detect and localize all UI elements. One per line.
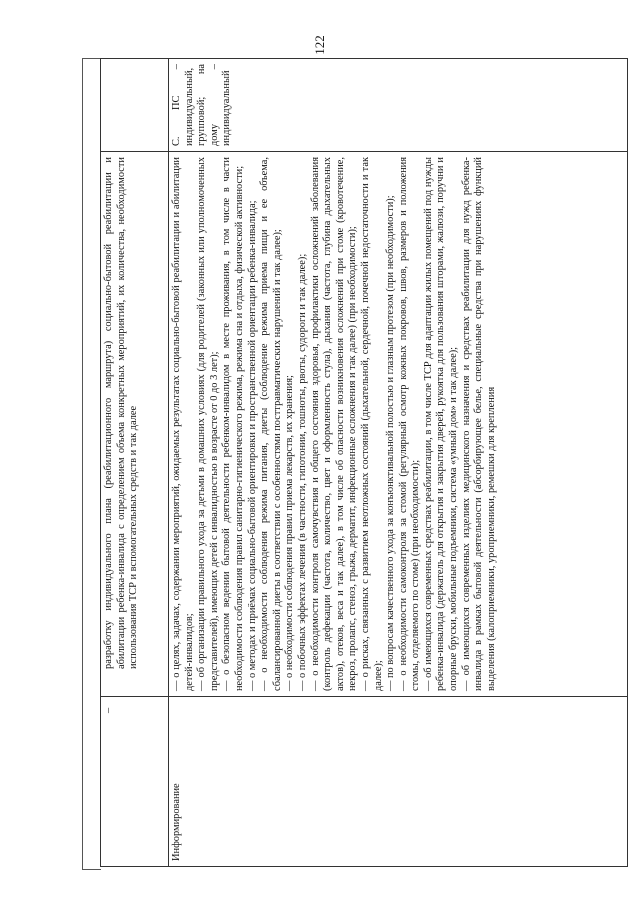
- form-cell: [169, 59, 628, 152]
- top-row-item: разработку индивидуального плана (реабилитационного маршрута) социально-бытовой реабилитации и абилитации ребенка-инвалида с определением объема конкретных мероприятий, их количества, необходимости использования ТСР и вспомогательных средств и так далее: [103, 157, 140, 669]
- top-row-label-cell: [101, 697, 169, 867]
- top-row-form-cell: [101, 59, 169, 152]
- content-table: [100, 58, 628, 867]
- top-row-main-cell: –разработку индивидуального плана (реабилитационного маршрута) социально-бытовой реабилитации и абилитации ребенка-инвалида с определением объема конкретных мероприятий, их количества, необходимости использования ТСР и вспомогательных средств и так далее: [101, 152, 169, 697]
- form-text: С. ПС – индивидуальный, групповой; на дому – индивидуальный: [171, 64, 233, 146]
- list-item: — о методах и приёмах социально-бытовой ориентировки и пространственной ориентации ребенка-инвалида;: [246, 200, 258, 691]
- list-item: — об имеющихся современных средствах реабилитации, в том числе ТСР для адаптации жилых помещений под нужды ребенка-инвалида (держатель для открытия и закрытия дверей, рукоятка для пользования шторами, жалюзи, поручни и опорные бруски, мобильные подъемники, система «умный дом» и так далее);: [422, 157, 460, 691]
- list-item: — о необходимости самоконтроля за стомой (регулярный осмотр кожных покровов, швов, размеров и положения стомы, отделяемого по стоме) (при необходимости);: [397, 157, 422, 691]
- list-item: — о побочных эффектах лечения (в частности, гипотонии, тошноты, рвоты, судороги и так далее);: [296, 253, 308, 691]
- list-item: — о рисках, связанных с развитием неотложных состояний (дыхательной, сердечной, почечной недостаточности и так далее);: [359, 157, 384, 691]
- list-item: — о необходимости соблюдения режима питания, диеты (соблюдение режима приема пищи и ее объема, сбалансированной диеты в соответствии с особенностями посттравматических нарушений и так далее);: [259, 157, 283, 691]
- list-item: — об имеющихся современных изделиях медицинского назначения и средствах реабилитации для нужд ребенка-инвалида в рамках бытовой деятельности (абсорбирующее белье, специальные средства при нарушениях функций выделения (калоприемники, уроприемники, ремешки для крепления: [460, 157, 497, 691]
- list-item: — о целях, задачах, содержании мероприятий, ожидаемых результатах социально-бытовой реабилитации и абилитации детей-инвалидов;: [171, 157, 195, 691]
- row-label-cell: [169, 697, 628, 867]
- list-item: — о необходимости соблюдения правил приема лекарств, их хранения;: [284, 375, 296, 691]
- table-left-edge: [82, 58, 101, 870]
- list-item: — о необходимости контроля самочувствия и общего состояния здоровья, профилактики осложнений заболевания (контроль дефекации (частота, количество, цвет и оформленность стула), дыхания (частота, глубина дыхательных актов), отеков, веса и так далее), в том числе об опасности возникновения осложнений при стоме (кровотечение, некроз, пролапс, стеноз, грыжа, дерматит, инфекционные осложнения и так далее) (при необходимости);: [309, 157, 359, 691]
- items-cell: [169, 152, 628, 697]
- list-item: — по вопросам качественного ухода за конъюнктивальной полостью и глазным протезом (при необходимости);: [385, 195, 397, 691]
- table-row: [169, 59, 628, 867]
- table-row: [101, 59, 169, 867]
- list-item: — об организации правильного ухода за детьми в домашних условиях (для родителей (законных или уполномоченных представителей), имеющих детей с инвалидностью в возрасте от 0 до 3 лет);: [196, 157, 220, 691]
- row-label: Информирование: [171, 783, 182, 861]
- list-item: — о безопасном ведении бытовой деятельности ребенком-инвалидом в месте проживания, в том числе в части необходимости соблюдения правил санитарно-гигиенического режима, режима сна и отдыха, физической активности;: [221, 157, 245, 691]
- rotated-table-container: [100, 59, 628, 867]
- page-number: 122: [312, 35, 327, 55]
